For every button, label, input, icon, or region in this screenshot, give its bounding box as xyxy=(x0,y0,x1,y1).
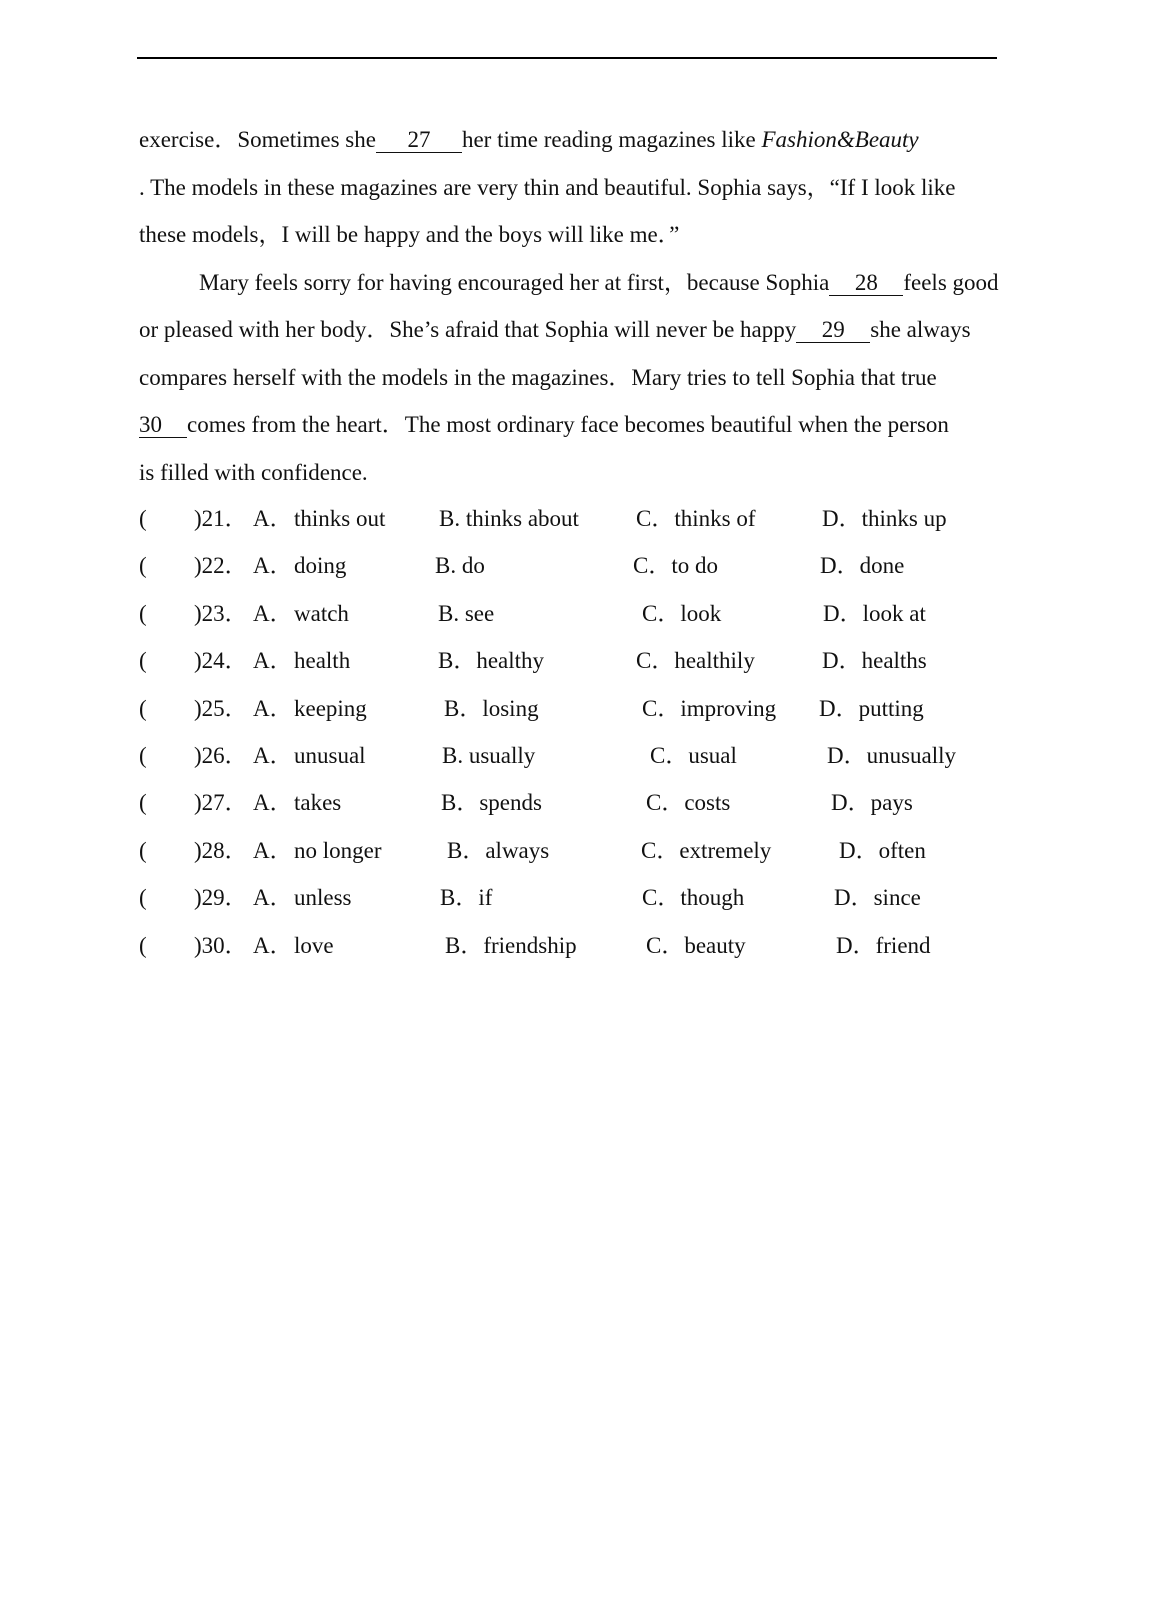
option-c: C．usual xyxy=(650,742,737,768)
passage-text: comes from the heart．The most ordinary face becomes beautiful when the person xyxy=(187,412,949,437)
answer-paren: ( xyxy=(139,837,147,863)
passage-text: these models，I will be happy and the boys will like me．” xyxy=(139,222,680,247)
passage-line xyxy=(139,401,1054,449)
question-row xyxy=(139,637,1039,684)
header-rule xyxy=(137,57,997,59)
question-row xyxy=(139,590,1039,637)
option-d: D．healths xyxy=(822,648,927,674)
option-d: D．since xyxy=(834,885,921,911)
answer-paren: ( xyxy=(139,506,147,531)
option-b: B．friendship xyxy=(445,932,577,958)
option-c: C．healthily xyxy=(636,648,755,674)
option-b: B．always xyxy=(447,837,550,863)
option-d: D．pays xyxy=(831,790,913,816)
option-a-label: A． xyxy=(253,648,293,674)
passage-text: exercise．Sometimes she xyxy=(139,127,376,152)
option-c: C．extremely xyxy=(641,837,772,863)
passage-text: . The models in these magazines are very thin and beautiful. Sophia says，“If I look like xyxy=(139,174,956,200)
question-row xyxy=(139,495,1039,542)
blank-28: 28 xyxy=(829,271,903,296)
question-number: )23． xyxy=(194,600,248,626)
answer-paren: ( xyxy=(139,932,147,958)
passage-line xyxy=(139,306,1054,354)
option-a-label: A． xyxy=(253,600,293,626)
answer-paren: ( xyxy=(139,553,147,579)
magazine-title: Fashion&Beauty xyxy=(761,127,919,152)
option-c: C．to do xyxy=(633,553,718,579)
question-row xyxy=(139,874,1039,921)
passage-text: her time reading magazines like xyxy=(461,127,762,152)
blank-29: 29 xyxy=(796,318,870,343)
question-list xyxy=(139,495,1039,969)
question-number: )26． xyxy=(194,742,248,768)
question-number: )30． xyxy=(194,932,248,958)
option-b: B. do xyxy=(435,553,485,579)
option-a: keeping xyxy=(294,695,367,721)
option-a: no longer xyxy=(294,837,382,863)
question-number: )27． xyxy=(194,790,248,816)
option-a: love xyxy=(294,932,334,958)
answer-paren: ( xyxy=(139,648,147,674)
passage-text: she always xyxy=(870,317,971,342)
question-number: )28． xyxy=(194,837,248,863)
passage-line xyxy=(139,354,1054,402)
option-b: B．losing xyxy=(444,695,539,721)
question-number: )21． xyxy=(194,506,248,531)
option-d: D．putting xyxy=(819,695,924,721)
passage-line xyxy=(139,116,1054,164)
answer-paren: ( xyxy=(139,600,147,626)
option-b: B．spends xyxy=(441,790,542,816)
passage-line xyxy=(139,164,1054,212)
option-a: thinks out xyxy=(294,506,386,531)
option-c: C．look xyxy=(642,600,722,626)
option-a-label: A． xyxy=(253,695,293,721)
option-b: B. usually xyxy=(442,742,536,768)
passage-text: or pleased with her body．She’s afraid that Sophia will never be happy xyxy=(139,317,797,342)
option-a-label: A． xyxy=(253,553,293,579)
question-row xyxy=(139,732,1039,779)
option-d: D．thinks up xyxy=(822,506,947,531)
option-c: C．costs xyxy=(646,790,731,816)
option-c: C．improving xyxy=(642,695,777,721)
option-a-label: A． xyxy=(253,506,293,531)
question-number: )25． xyxy=(194,695,248,721)
passage-line xyxy=(139,259,1054,307)
passage-line xyxy=(139,211,1054,259)
option-c: C．thinks of xyxy=(636,506,756,531)
option-c: C．beauty xyxy=(646,932,746,958)
passage-text: is filled with confidence. xyxy=(139,459,368,485)
option-a-label: A． xyxy=(253,885,293,911)
question-number: )29． xyxy=(194,885,248,911)
option-a-label: A． xyxy=(253,837,293,863)
passage xyxy=(139,116,1054,496)
blank-27: 27 xyxy=(376,128,462,153)
question-row xyxy=(139,922,1039,969)
option-a: unless xyxy=(294,885,352,911)
question-row xyxy=(139,542,1039,589)
question-row xyxy=(139,685,1039,732)
option-a: watch xyxy=(294,600,349,626)
question-row xyxy=(139,779,1039,826)
question-row xyxy=(139,827,1039,874)
option-d: D．unusually xyxy=(827,742,957,768)
option-c: C．though xyxy=(642,885,745,911)
blank-30: 30 xyxy=(139,413,187,438)
option-a-label: A． xyxy=(253,932,293,958)
answer-paren: ( xyxy=(139,742,147,768)
answer-paren: ( xyxy=(139,790,147,816)
option-b: B. thinks about xyxy=(439,506,579,531)
option-a: takes xyxy=(294,790,342,816)
passage-line xyxy=(139,449,1054,497)
question-number: )22． xyxy=(194,553,248,579)
option-d: D．look at xyxy=(823,600,926,626)
option-b: B. see xyxy=(438,600,495,626)
option-a: unusual xyxy=(294,742,366,768)
answer-paren: ( xyxy=(139,885,147,911)
passage-text: Mary feels sorry for having encouraged her at first，because Sophia xyxy=(199,269,830,295)
option-a: doing xyxy=(294,553,347,579)
option-d: D．often xyxy=(839,837,926,863)
option-b: B．if xyxy=(440,885,493,911)
question-number: )24． xyxy=(194,648,248,674)
passage-text: compares herself with the models in the magazines．Mary tries to tell Sophia that true xyxy=(139,364,937,390)
option-b: B．healthy xyxy=(438,648,545,674)
option-d: D．done xyxy=(820,553,905,579)
option-a: health xyxy=(294,648,351,674)
option-d: D．friend xyxy=(836,932,931,958)
answer-paren: ( xyxy=(139,695,147,721)
option-a-label: A． xyxy=(253,742,293,768)
option-a-label: A． xyxy=(253,790,293,816)
passage-text: feels good xyxy=(903,269,999,295)
